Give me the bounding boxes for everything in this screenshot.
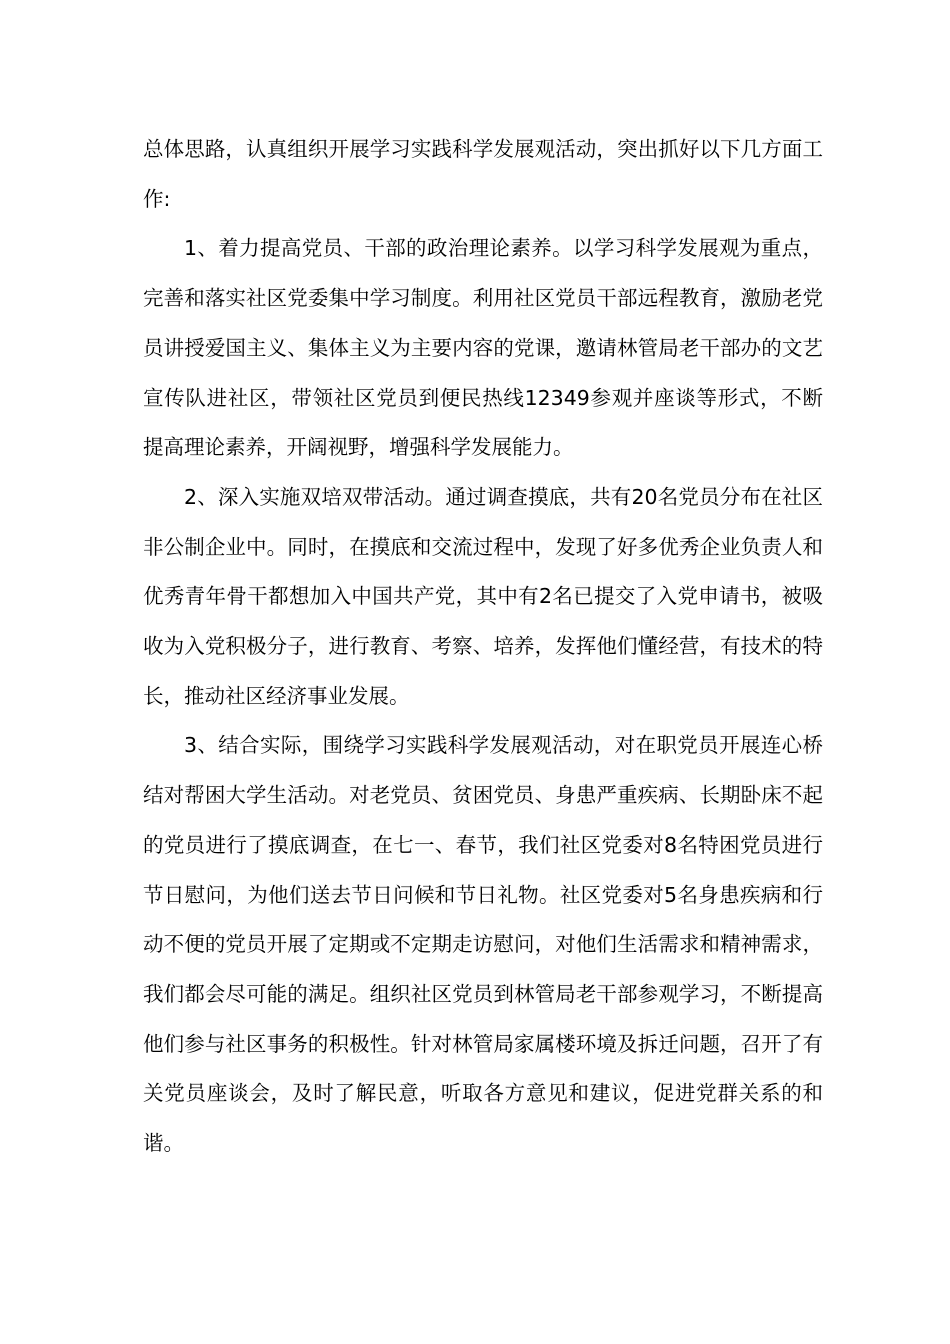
paragraph-item-2: 2、深入实施双培双带活动。通过调查摸底，共有20名党员分布在社区非公制企业中。同时，在摸底和交流过程中，发现了好多优秀企业负责人和优秀青年骨干都想加入中国共产党，其中有2名已提交了入党申请书，被吸收为入党积极分子，进行教育、考察、培养，发挥他们懂经营，有技术的特长，推动社区经济事业发展。: [143, 484, 823, 708]
document-body: [143, 125, 823, 1169]
paragraph-item-1: 1、着力提高党员、干部的政治理论素养。以学习科学发展观为重点，完善和落实社区党委集中学习制度。利用社区党员干部远程教育，激励老党员讲授爱国主义、集体主义为主要内容的党课，邀请林管局老干部办的文艺宣传队进社区，带领社区党员到便民热线12349参观并座谈等形式，不断提高理论素养，开阔视野，增强科学发展能力。: [143, 236, 823, 460]
paragraph-item-3: 3、结合实际，围绕学习实践科学发展观活动，对在职党员开展连心桥结对帮困大学生活动。对老党员、贫困党员、身患严重疾病、长期卧床不起的党员进行了摸底调查，在七一、春节，我们社区党委对8名特困党员进行节日慰问，为他们送去节日问候和节日礼物。社区党委对5名身患疾病和行动不便的党员开展了定期或不定期走访慰问，对他们生活需求和精神需求，我们都会尽可能的满足。组织社区党员到林管局老干部参观学习，不断提高他们参与社区事务的积极性。针对林管局家属楼环境及拆迁问题，召开了有关党员座谈会，及时了解民意，听取各方意见和建议，促进党群关系的和谐。: [143, 733, 823, 1156]
paragraph-intro: 总体思路，认真组织开展学习实践科学发展观活动，突出抓好以下几方面工作:: [143, 137, 823, 211]
